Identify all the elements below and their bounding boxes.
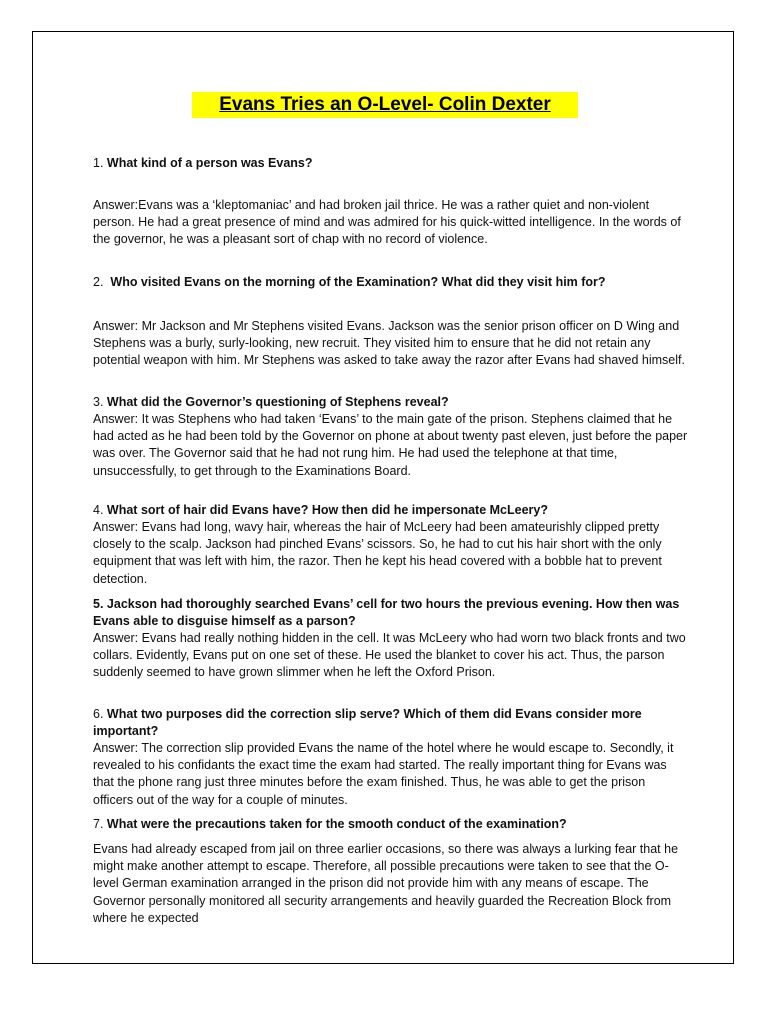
question-number: 7. <box>93 817 104 831</box>
question-number: 5. <box>93 597 104 611</box>
answer-5: Answer: Evans had really nothing hidden in the cell. It was McLeery who had worn two black fronts and two collars. Evidently, Evans put on one set of these. He used the blanket to cover his act. Thus, the parson suddenly seemed to have grown slimmer when he left the Oxford Prison. <box>93 631 686 680</box>
answer-6: Answer: The correction slip provided Evans the name of the hotel where he would escape to. Secondly, it revealed to his confidants the exact time the exam had started. The really important thing for Evans was that the phone rang just three minutes before the exam finished. Thus, he was able to get the prison officers out of the way for a couple of minutes. <box>93 741 674 807</box>
answer-3: Answer: It was Stephens who had taken ‘Evans’ to the main gate of the prison. Stephens claimed that he had acted as he had been told by the Governor on phone at about twenty past eleven, just before the paper was over. The Governor said that he had not rung him. He had used the telephone at that time, unsuccessfully, to get through to the Examinations Board. <box>93 412 688 478</box>
answer-2: Answer: Mr Jackson and Mr Stephens visited Evans. Jackson was the senior prison officer on D Wing and Stephens was a burly, surly-looking, new recruit. They visited him to ensure that he did not retain any potential weapon with him. Mr Stephens was asked to take away the razor after Evans had shaved himself. <box>93 319 685 368</box>
answer-1: Answer:Evans was a ‘kleptomaniac’ and had broken jail thrice. He was a rather quiet and non-violent person. He had a great presence of mind and was admired for his quick-witted intelligence. In the words of the governor, he was a pleasant sort of chap with no record of violence. <box>93 198 681 247</box>
question-4 <box>93 502 688 519</box>
question-1 <box>93 155 688 172</box>
question-text: What did the Governor’s questioning of Stephens reveal? <box>106 395 449 409</box>
question-number: 6. <box>93 707 104 721</box>
question-text: What kind of a person was Evans? <box>106 156 313 170</box>
question-text: What were the precautions taken for the smooth conduct of the examination? <box>106 817 567 831</box>
answer-7: Evans had already escaped from jail on three earlier occasions, so there was always a lurking fear that he might make another attempt to escape. Therefore, all possible precautions were taken to see that the O-level German examination arranged in the prison did not provide him with any means of escape. The Governor personally monitored all security arrangements and heavily guarded the Recreation Block from where he expected <box>93 842 679 925</box>
question-5 <box>93 596 688 630</box>
question-number: 4. <box>93 503 104 517</box>
question-2 <box>93 274 688 291</box>
question-number: 1. <box>93 156 104 170</box>
question-7 <box>93 816 688 833</box>
question-text: What two purposes did the correction slip serve? Which of them did Evans consider more important? <box>93 707 642 739</box>
question-number: 2. <box>93 275 104 289</box>
answer-4: Answer: Evans had long, wavy hair, whereas the hair of McLeery had been amateurishly clipped pretty closely to the scalp. Jackson had pinched Evans’ scissors. So, he had to cut his hair short with the only equipment that was left with him, the razor. Then he kept his head covered with a bobble hat to prevent detection. <box>93 520 662 586</box>
question-text: Jackson had thoroughly searched Evans’ cell for two hours the previous evening. How then was Evans able to disguise himself as a parson? <box>93 597 680 629</box>
question-number: 3. <box>93 395 104 409</box>
question-3 <box>93 394 688 411</box>
question-6 <box>93 706 688 740</box>
question-text: Who visited Evans on the morning of the Examination? What did they visit him for? <box>110 275 606 289</box>
question-text: What sort of hair did Evans have? How then did he impersonate McLeery? <box>106 503 548 517</box>
document-title: Evans Tries an O-Level- Colin Dexter <box>192 92 578 118</box>
